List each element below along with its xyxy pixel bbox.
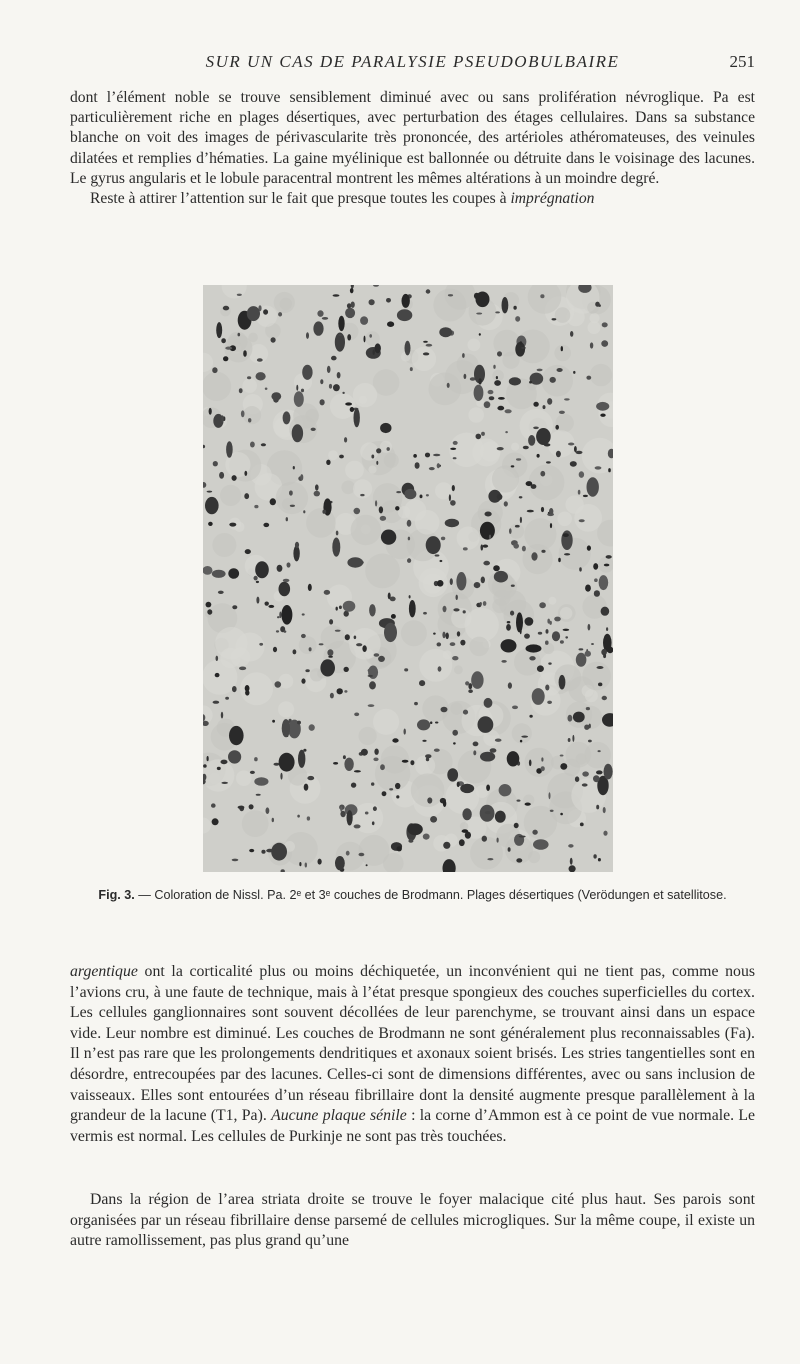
- figure-label: Fig. 3.: [98, 888, 135, 902]
- paragraph-2-text-b: : la corne d’Ammon est à ce point de vue normale. Le vermis est normal. Les cellules de Purkinje ne sont pas très touchées.: [70, 1107, 755, 1145]
- paragraph-1: [70, 88, 755, 209]
- page-number: 251: [729, 52, 755, 71]
- paragraph-3-text: Dans la région de l’area striata droite se trouve le foyer malacique cité plus haut. Ses parois sont organisées par un réseau fibrillaire dense parsemé de cellules microgliques. Sur la même coupe, il existe un autre ramollissement, pas plus grand qu’une: [70, 1191, 755, 1250]
- figure-caption: [70, 887, 755, 903]
- paragraph-2-italic-start: argentique: [70, 963, 138, 980]
- paragraph-1b-text: Reste à attirer l’attention sur le fait que presque toutes les coupes à: [90, 190, 511, 208]
- paragraph-1-italic: imprégnation: [510, 190, 595, 208]
- running-title: SUR UN CAS DE PARALYSIE PSEUDOBULBAIRE: [205, 52, 620, 71]
- paragraph-2: [70, 962, 755, 1147]
- nissl-micrograph: [203, 285, 613, 872]
- paragraph-2-text-a: ont la corticalité plus ou moins déchiquetée, un inconvénient qui ne tient pas, comme nous l’avions cru, à une faute de technique, mais à l’état presque spongieux des couches superficielles du cortex. Les cellules ganglionnaires sont souvent décollées de leur parenchyme, se trouvant ainsi dans un espace vide. Leur nombre est diminué. Les couches de Brodmann ne sont généralement plus reconnaissables (Fa). Il n’est pas rare que les prolongements dendritiques et axonaux soient brisés. Les stries tangentielles sont en désordre, entrecoupées par des lacunes. Celles-ci sont de dimensions différentes, avec ou sans inclusion de vaisseaux. Elles sont entourées d’un réseau fibrillaire dont la densité augmente presque parallèlement à la grandeur de la lacune (T1, Pa).: [70, 963, 755, 1125]
- paragraph-2-italic-mid: Aucune plaque sénile: [271, 1107, 407, 1125]
- paragraph-1-text: dont l’élément noble se trouve sensiblement diminué avec ou sans prolifération névroglique. Pa est particulièrement riche en plages désertiques, avec perturbation des étages cellulaires. Dans sa substance blanche on voit des images de périvascularite très prononcée, des artérioles athéromateuses, des veinules dilatées et remplies d’hématies. La gaine myélinique est ballonnée ou détruite dans le voisinage des lacunes. Le gyrus angularis et le lobule paracentral montrent les mêmes altérations à un moindre degré.: [70, 89, 755, 187]
- figure-caption-text: — Coloration de Nissl. Pa. 2ᵉ et 3ᵉ couches de Brodmann. Plages désertiques (Verödungen et satellitose.: [134, 888, 727, 902]
- running-head: [70, 52, 755, 78]
- micrograph-image: [203, 285, 613, 872]
- paragraph-3: [70, 1190, 755, 1252]
